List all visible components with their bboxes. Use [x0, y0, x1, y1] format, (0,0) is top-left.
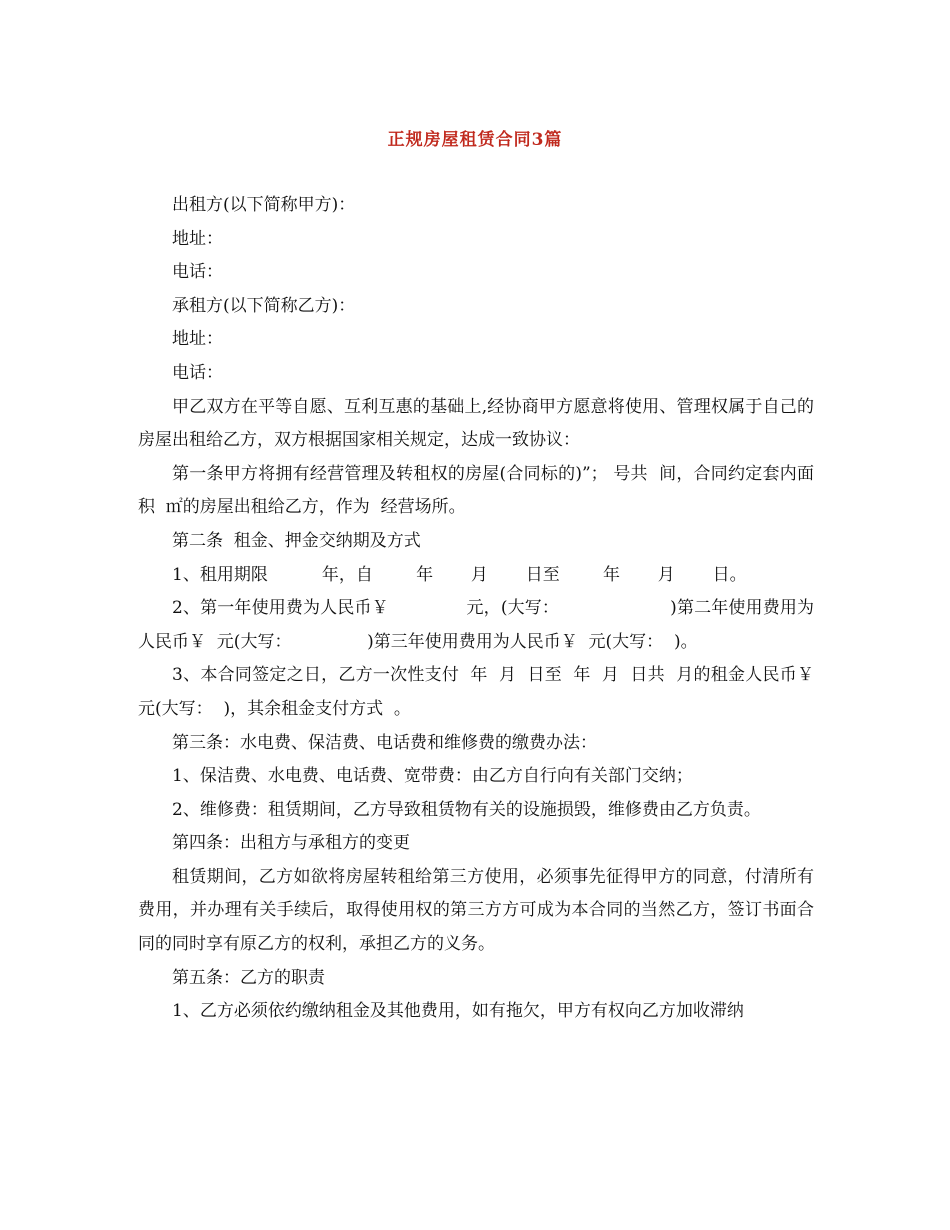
paragraph-preamble: 甲乙双方在平等自愿、互利互惠的基础上,经协商甲方愿意将使用、管理权属于自己的房屋出租给乙方，双方根据国家相关规定，达成一致协议：	[138, 396, 814, 451]
paragraph-article-3-item-1: 1、保洁费、水电费、电话费、宽带费：由乙方自行向有关部门交纳；	[172, 766, 693, 787]
paragraph-article-3-item-2: 2、维修费：租赁期间，乙方导致租赁物有关的设施损毁，维修费由乙方负责。	[172, 799, 761, 820]
paragraph-lessor: 出租方(以下简称甲方)：	[172, 195, 356, 215]
paragraph-article-2-heading: 第二条 租金、押金交纳期及方式	[172, 530, 421, 551]
paragraph-article-4-heading: 第四条：出租方与承租方的变更	[172, 833, 410, 854]
paragraph-article-2-item-1: 1、租用期限 年，自 年 月 日至 年 月 日。	[172, 564, 747, 585]
paragraph-article-3-heading: 第三条：水电费、保洁费、电话费和维修费的缴费办法：	[172, 732, 597, 753]
paragraph-article-5-item-1: 1、乙方必须依约缴纳租金及其他费用，如有拖欠，甲方有权向乙方加收滞纳	[172, 1001, 744, 1022]
paragraph-article-2-item-3: 3、本合同签定之日，乙方一次性支付 年 月 日至 年 月 日共 月的租金人民币￥ 元(大写： )，其余租金支付方式 。	[138, 665, 825, 719]
paragraph-lessee: 承租方(以下简称乙方)：	[172, 295, 356, 316]
paragraph-article-5-heading: 第五条：乙方的职责	[172, 967, 325, 988]
paragraph-lessee-phone: 电话：	[172, 362, 223, 383]
paragraph-article-4-body: 租赁期间，乙方如欲将房屋转租给第三方使用，必须事先征得甲方的同意，付清所有费用，并办理有关手续后，取得使用权的第三方方可成为本合同的当然乙方，签订书面合同的同时享有原乙方的权利，承担乙方的义务。	[138, 866, 814, 955]
document-body	[138, 189, 825, 1029]
paragraph-article-1: 第一条甲方将拥有经营管理及转租权的房屋(合同标的)”； 号共 间，合同约定套内面积 ㎡的房屋出租给乙方，作为 经营场所。	[138, 463, 814, 518]
paragraph-lessee-address: 地址：	[172, 329, 223, 350]
paragraph-lessor-phone: 电话：	[172, 262, 223, 283]
document-title: 正规房屋租赁合同3篇	[387, 130, 563, 150]
paragraph-lessor-address: 地址：	[172, 228, 223, 249]
paragraph-article-2-item-2: 2、第一年使用费为人民币￥ 元，(大写： )第二年使用费用为人民币￥ 元(大写： )第三年使用费用为人民币￥ 元(大写： )。	[138, 598, 814, 652]
